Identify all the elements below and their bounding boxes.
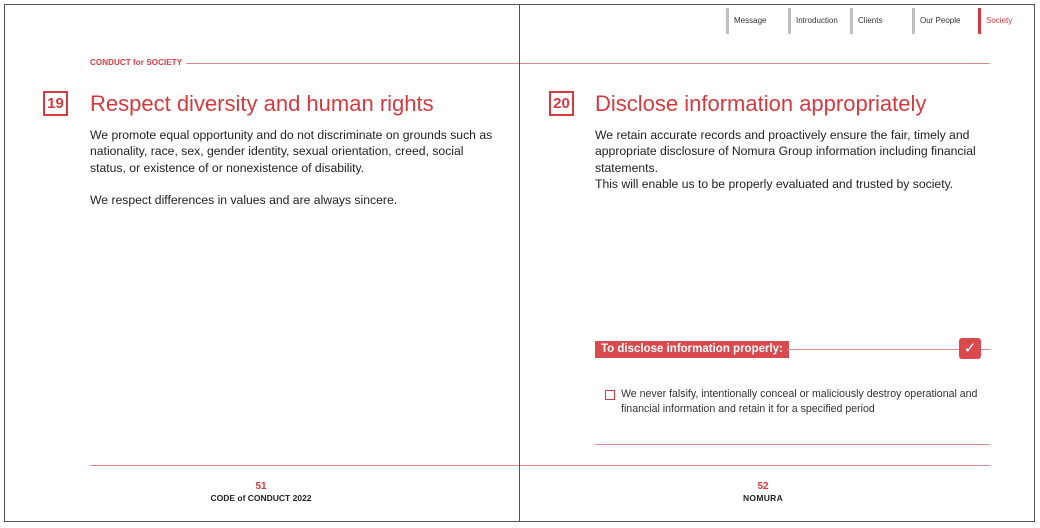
tab-clients[interactable]: Clients: [850, 8, 912, 34]
checklist-rule-end: [981, 349, 990, 350]
tab-introduction[interactable]: Introduction: [788, 8, 850, 34]
footer-rule-left: [90, 465, 519, 466]
header-rule-left: [186, 63, 519, 64]
section-header-prefix: CONDUCT for: [90, 58, 147, 67]
section-header-emph: SOCIETY: [146, 58, 183, 67]
left-title: Respect diversity and human rights: [90, 91, 434, 116]
left-paragraph-1: We promote equal opportunity and do not discriminate on grounds such as nationality, race, sex, gender identity, sexual orientation, creed, social status, or existence of or nonexistence of disability.: [90, 128, 493, 175]
tab-message[interactable]: Message: [726, 8, 788, 34]
right-title: Disclose information appropriately: [595, 91, 927, 116]
right-paragraph-2: This will enable us to be properly evaluated and trusted by society.: [595, 177, 954, 191]
checklist-bottom-rule: [595, 444, 990, 445]
page-number-right: 52: [757, 481, 769, 492]
checklist-title: To disclose information properly:: [595, 341, 789, 358]
checkbox-icon: [605, 390, 615, 400]
item-number-20: 20: [549, 91, 574, 116]
section-header: [90, 58, 182, 67]
header-rule-right: [520, 63, 990, 64]
check-icon: ✓: [959, 338, 981, 359]
checklist-item: We never falsify, intentionally conceal or maliciously destroy operational and financial information and retain it for a specified period: [621, 388, 978, 415]
footer-left: CODE of CONDUCT 2022: [210, 493, 312, 503]
left-paragraph-2: We respect differences in values and are always sincere.: [90, 193, 398, 207]
tab-society[interactable]: Society: [978, 8, 1034, 34]
item-number-19: 19: [43, 91, 68, 116]
checklist-rule: [787, 349, 960, 350]
tab-our-people[interactable]: Our People: [912, 8, 978, 34]
spread-divider: [519, 4, 520, 522]
footer-rule-right: [520, 465, 990, 466]
nomura-logo: NOMURA: [742, 493, 784, 503]
right-paragraph-1: We retain accurate records and proactively ensure the fair, timely and appropriate disclosure of Nomura Group information including financial statements.: [595, 128, 976, 175]
page-number-left: 51: [255, 481, 267, 492]
